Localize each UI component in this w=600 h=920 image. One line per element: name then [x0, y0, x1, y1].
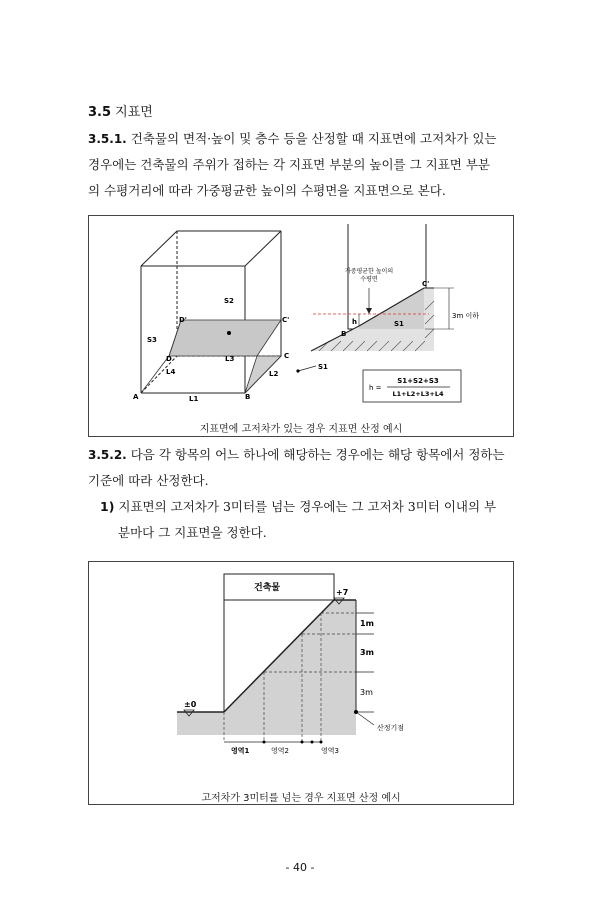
zero-level-label: ±0 — [184, 700, 197, 709]
dim-3m-lower: 3m — [360, 688, 373, 697]
paragraph-line: 3.5.2. 다음 각 항목의 어느 하나에 해당하는 경우에는 해당 항목에서 정하는 — [88, 447, 505, 462]
formula-denominator: L1+L2+L3+L4 — [392, 390, 444, 398]
section-title-line-2: 수평면 — [360, 276, 378, 283]
section-title: 지표면 — [115, 105, 153, 120]
paragraph-line: 의 수평거리에 따라 가중평균한 높이의 수평면을 지표면으로 본다. — [88, 183, 446, 198]
label-B: B — [245, 393, 251, 401]
top-level-label: +7 — [336, 588, 349, 597]
formula-numerator: S1+S2+S3 — [397, 377, 439, 385]
formula-lhs: h = — [369, 384, 382, 392]
dim-3m-upper: 3m — [360, 648, 374, 657]
item-line: 1) 지표면의 고저차가 3미터를 넘는 경우에는 그 고저차 3미터 이내의 부 — [100, 499, 497, 514]
paragraph-line: 기준에 따라 산정한다. — [88, 473, 209, 488]
paragraph-3-5-2 — [88, 442, 528, 494]
building-label: 건축물 — [254, 583, 281, 593]
section-label-S1: S1 — [394, 320, 404, 328]
label-C: C — [284, 352, 290, 360]
item-1 — [100, 494, 520, 546]
label-D-prime: D' — [179, 316, 187, 324]
section-title-line-1: 가중평균한 높이의 — [344, 268, 394, 275]
formula-box — [363, 370, 461, 402]
zone-2-label: 영역2 — [271, 747, 289, 755]
label-L1: L1 — [189, 395, 199, 403]
section-dim-label: 3m 이하 — [452, 312, 480, 320]
figure-2 — [88, 561, 514, 805]
clause-number: 3.5.1. — [88, 132, 127, 146]
page-number: - 40 - — [285, 861, 315, 874]
label-L3: L3 — [225, 355, 235, 363]
clause-number: 3.5.2. — [88, 448, 127, 462]
label-S2: S2 — [224, 297, 234, 305]
label-L2: L2 — [269, 370, 279, 378]
paragraph-3-5-1 — [88, 126, 528, 204]
baseline-label: 산정기점 — [377, 724, 405, 732]
zone-1-label: 영역1 — [231, 747, 250, 755]
label-C-prime: C' — [282, 316, 290, 324]
paragraph-line: 3.5.1. 건축물의 면적·높이 및 층수 등을 산정할 때 지표면에 고저차가 있는 — [88, 131, 497, 146]
paragraph-line: 경우에는 건축물의 주위가 접하는 각 지표면 부분의 높이를 그 지표면 부분 — [88, 157, 490, 172]
label-A: A — [133, 393, 139, 401]
label-S1: S1 — [318, 363, 328, 371]
section-label-B: B — [341, 330, 347, 338]
label-S3: S3 — [147, 336, 157, 344]
section-label-C-prime: C' — [422, 280, 430, 288]
section-label-h: h — [352, 318, 357, 326]
section-heading — [88, 101, 153, 120]
zone-3-label: 영역3 — [321, 747, 339, 755]
dim-1m: 1m — [360, 619, 374, 628]
label-D: D — [166, 355, 172, 363]
label-L4: L4 — [166, 368, 176, 376]
figure-1-drawing — [89, 216, 513, 416]
figure-1 — [88, 215, 514, 437]
figure-2-drawing — [89, 562, 513, 784]
figure-1-caption: 지표면에 고저차가 있는 경우 지표면 산정 예시 — [199, 424, 403, 435]
item-line: 분마다 그 지표면을 정한다. — [118, 525, 267, 540]
figure-2-caption: 고저차가 3미터를 넘는 경우 지표면 산정 예시 — [201, 793, 401, 804]
cross-section — [311, 224, 479, 351]
section-number: 3.5 — [88, 105, 112, 120]
item-number: 1) — [100, 499, 115, 514]
